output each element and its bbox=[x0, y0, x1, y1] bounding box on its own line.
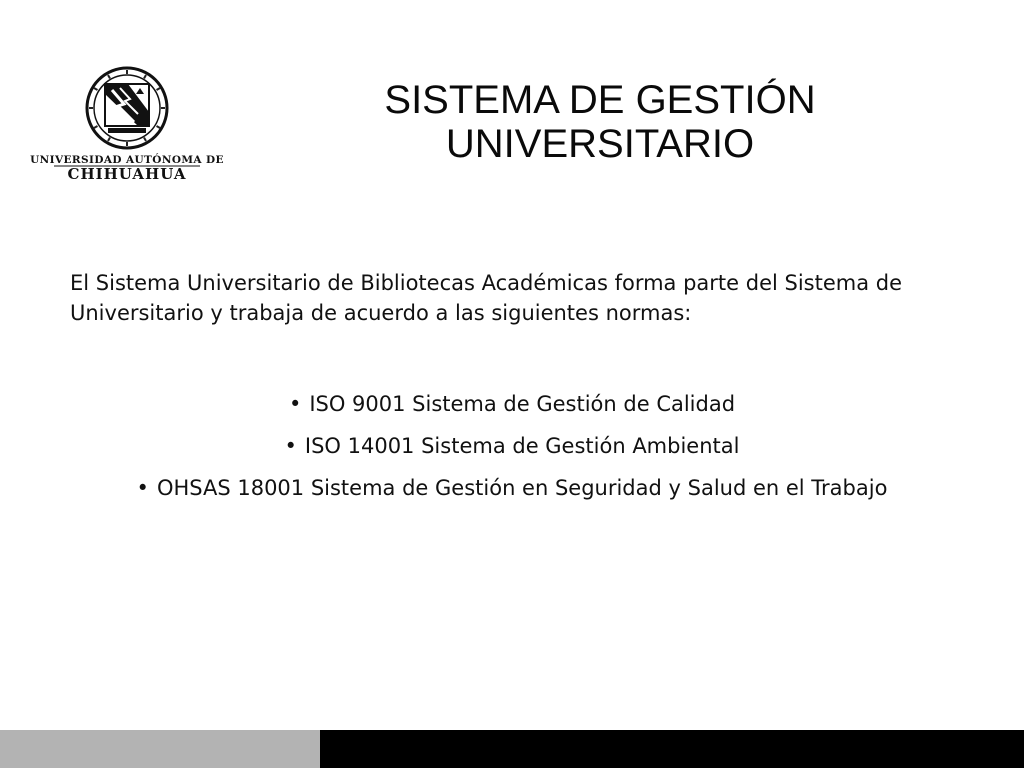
list-item bbox=[0, 467, 1024, 509]
university-logo bbox=[30, 64, 224, 183]
list-item bbox=[0, 383, 1024, 425]
footer-gray-segment bbox=[0, 730, 320, 768]
bullet-icon: • bbox=[288, 392, 302, 416]
svg-text:UNIVERSIDAD AUTÓNOMA DE: UNIVERSIDAD AUTÓNOMA DE bbox=[30, 154, 224, 166]
slide-title bbox=[330, 78, 870, 166]
list-item-text: OHSAS 18001 Sistema de Gestión en Seguridad y Salud en el Trabajo bbox=[156, 476, 888, 500]
bullet-icon: • bbox=[136, 476, 149, 500]
list-item-text: ISO 14001 Sistema de Gestión Ambiental bbox=[304, 434, 740, 458]
title-line-2: UNIVERSITARIO bbox=[445, 122, 755, 166]
university-seal-icon bbox=[30, 64, 224, 183]
list-item-text: ISO 9001 Sistema de Gestión de Calidad bbox=[309, 392, 736, 416]
svg-text:CHIHUAHUA: CHIHUAHUA bbox=[67, 165, 187, 183]
footer-bar bbox=[0, 730, 1024, 768]
list-item bbox=[0, 425, 1024, 467]
standards-list bbox=[0, 383, 1024, 509]
title-line-1: SISTEMA DE GESTIÓN bbox=[384, 78, 816, 122]
intro-paragraph: El Sistema Universitario de Bibliotecas Académicas forma parte del Sistema de Universitario y trabaja de acuerdo a las siguientes normas: bbox=[70, 271, 903, 325]
bullet-icon: • bbox=[284, 434, 297, 458]
footer-black-segment bbox=[320, 730, 1024, 768]
